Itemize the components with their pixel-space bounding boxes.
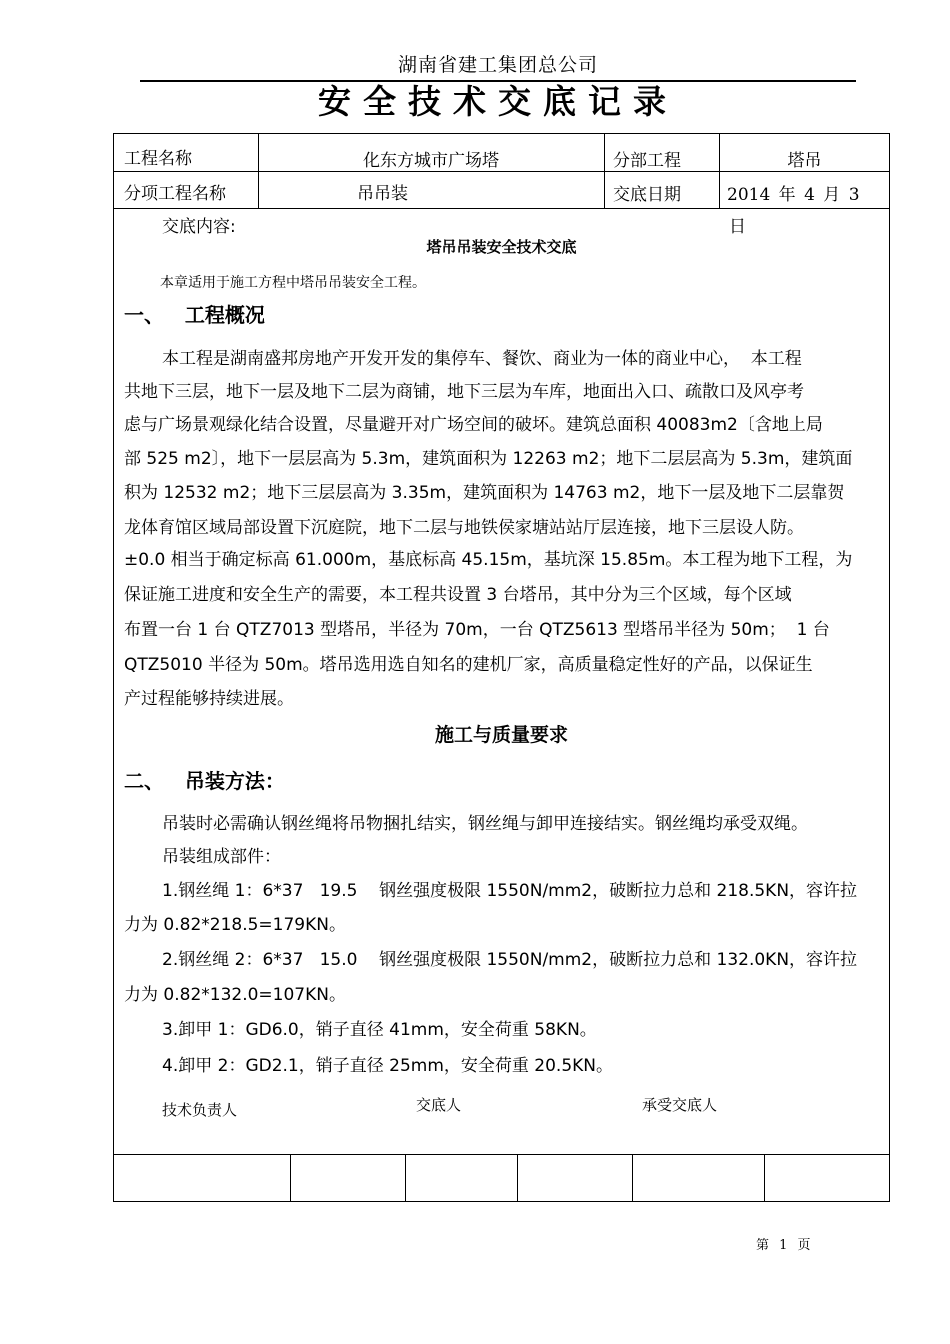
section-2-line: 吊装时必需确认钢丝绳将吊物捆扎结实，钢丝绳与卸甲连接结实。钢丝绳均承受双绳。 <box>162 814 808 834</box>
section-1-line: 布置一台 1 台 QTZ7013 型塔吊，半径为 70m，一台 QTZ5613 型塔吊半径为 50m； 1 台 <box>124 620 830 640</box>
section-1-line: 部 525 m2〕，地下一层层高为 5.3m，建筑面积为 12263 m2；地下二层层高为 5.3m，建筑面 <box>124 449 853 469</box>
date-label: 交底日期 <box>613 185 681 205</box>
column-divider <box>517 1154 518 1202</box>
section-2-line: 力为 0.82*132.0=107KN。 <box>124 985 346 1005</box>
project-name-label: 工程名称 <box>124 149 192 169</box>
section-1-line: ±0.0 相当于确定标高 61.000m，基底标高 45.15m，基坑深 15.85m。本工程为地下工程，为 <box>124 550 853 570</box>
receiver-label: 承受交底人 <box>642 1096 718 1114</box>
section-2-heading: 二、 吊装方法： <box>124 769 285 793</box>
section-1-line: 本工程是湖南盛邦房地产开发开发的集停车、餐饮、商业为一体的商业中心， 本工程 <box>162 349 802 369</box>
subitem-label: 分项工程名称 <box>124 184 226 204</box>
section-1-line: 积为 12532 m2；地下三层层高为 3.35m，建筑面积为 14763 m2，地下一层及地下二层靠贺 <box>124 483 845 503</box>
section-1-line: 龙体育馆区域局部设置下沉庭院，地下二层与地铁侯家塘站站厅层连接，地下三层设人防。 <box>124 518 804 538</box>
date-value: 2014 年 4 月 3 <box>727 185 860 205</box>
section-1-line: 产过程能够持续进展。 <box>124 689 294 709</box>
section-2-line: 4.卸甲 2：GD2.1，销子直径 25mm，安全荷重 20.5KN。 <box>162 1056 614 1076</box>
scope-text: 本章适用于施工方程中塔吊吊装安全工程。 <box>160 275 426 291</box>
column-divider <box>764 1154 765 1202</box>
column-divider <box>604 133 605 208</box>
section-2-line: 1.钢丝绳 1：6*37 19.5 钢丝强度极限 1550N/mm2，破断拉力总和 218.5KN，容许拉 <box>162 881 858 901</box>
project-name-value: 化东方城市广场塔 <box>363 151 499 171</box>
page-number: 第 1 页 <box>756 1238 811 1253</box>
section-2-line: 3.卸甲 1：GD6.0，销子直径 41mm，安全荷重 58KN。 <box>162 1020 597 1040</box>
presenter-label: 交底人 <box>416 1096 462 1114</box>
section-1-line: QTZ5010 半径为 50m。塔吊选用选自知名的建机厂家，高质量稳定性好的产品，以保证生 <box>124 655 813 675</box>
section-2-line: 吊装组成部件： <box>162 847 281 867</box>
division-label: 分部工程 <box>613 151 681 171</box>
date-day: 日 <box>729 217 746 237</box>
section-2-line: 力为 0.82*218.5=179KN。 <box>124 915 346 935</box>
section-1-line: 共地下三层，地下一层及地下二层为商铺，地下三层为车库，地面出入口、疏散口及风亭考 <box>124 382 804 402</box>
column-divider <box>405 1154 406 1202</box>
document-title: 安全技术交底记录 <box>318 82 678 121</box>
section-1-line: 虑与广场景观绿化结合设置，尽量避开对广场空间的破坏。建筑总面积 40083m2〔含地上局 <box>124 415 823 435</box>
section-1-line: 保证施工进度和安全生产的需要，本工程共设置 3 台塔吊，其中分为三个区域，每个区域 <box>124 585 792 605</box>
row-divider <box>113 208 890 209</box>
section-2-line: 2.钢丝绳 2：6*37 15.0 钢丝强度极限 1550N/mm2，破断拉力总和 132.0KN，容许拉 <box>162 950 858 970</box>
column-divider <box>290 1154 291 1202</box>
row-divider <box>113 1154 890 1155</box>
company-name: 湖南省建工集团总公司 <box>397 54 598 76</box>
content-subtitle: 塔吊吊装安全技术交底 <box>426 238 577 256</box>
column-divider <box>632 1154 633 1202</box>
division-value: 塔吊 <box>787 151 822 171</box>
section-1-heading: 一、 工程概况 <box>124 303 265 327</box>
tech-lead-label: 技术负责人 <box>162 1101 238 1119</box>
quality-heading: 施工与质量要求 <box>434 724 568 746</box>
subitem-value: 吊吊装 <box>357 184 408 204</box>
content-label: 交底内容: <box>162 217 236 237</box>
row-divider <box>113 171 890 172</box>
